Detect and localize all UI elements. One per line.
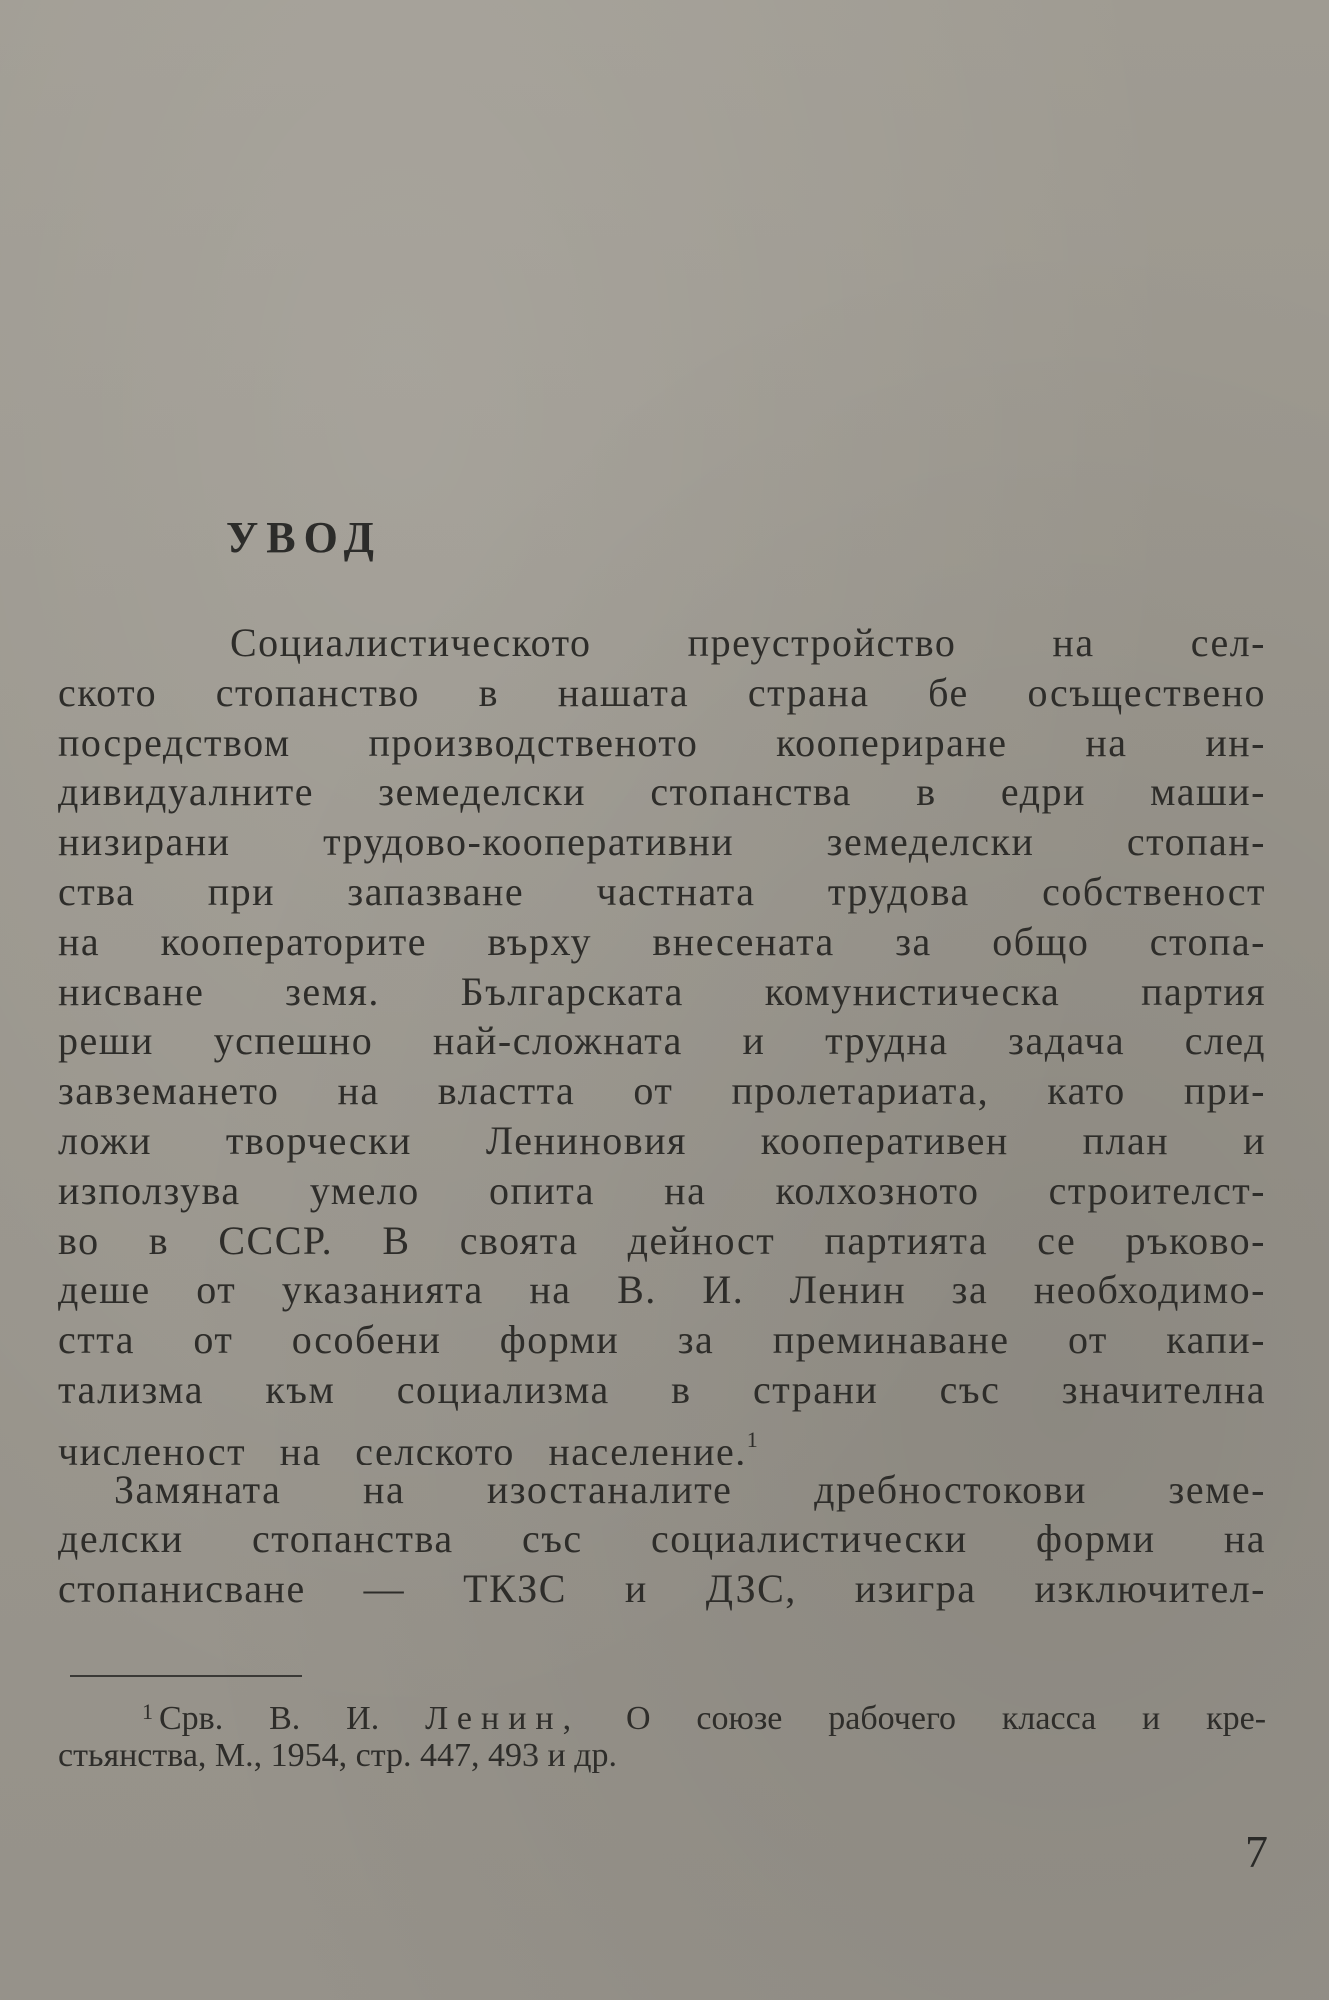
footnote-prefix: Срв. bbox=[159, 1700, 224, 1737]
footnote-author: Ленин, bbox=[425, 1700, 581, 1737]
text-line: ства при запазване частната трудова собственост bbox=[58, 868, 1266, 914]
text-line: нисване земя. Българската комунистическа партия bbox=[58, 968, 1266, 1014]
text-line: посредством производственото коопериране на ин- bbox=[58, 719, 1266, 765]
footnote-title: О союзе рабочего класса и кре- bbox=[625, 1700, 1267, 1737]
text-line: дивидуалните земеделски стопанства в едри маши- bbox=[58, 769, 1266, 815]
page-number: 7 bbox=[1245, 1826, 1268, 1877]
footnote bbox=[58, 1690, 1266, 1778]
text-line: ложи творчески Лениновия кооперативен план и bbox=[58, 1117, 1266, 1163]
text-line: стта от особени форми за преминаване от капи- bbox=[58, 1317, 1266, 1363]
text-line: стопанисване — ТКЗС и ДЗС, изигра изключител- bbox=[58, 1566, 1266, 1612]
text-line: ското стопанство в нашата страна бе осъществено bbox=[58, 669, 1266, 715]
text-line: на кооператорите върху внесената за общо стопа- bbox=[58, 918, 1266, 964]
text-line-content: численост на селското население. bbox=[58, 1428, 747, 1465]
text-line: низирани трудово-кооперативни земеделски стопан- bbox=[58, 819, 1266, 865]
footnote-divider bbox=[70, 1675, 302, 1677]
text-line: Социалистическото преустройство на сел- bbox=[230, 620, 1266, 665]
footnote-line: стьянства, М., 1954, стр. 447, 493 и др. bbox=[58, 1737, 618, 1774]
footnote-line bbox=[58, 1690, 1267, 1737]
text-line: тализма към социализма в страни със значителна bbox=[58, 1366, 1266, 1412]
text-line: Замяната на изостаналите дребностокови земе- bbox=[114, 1466, 1266, 1512]
text-line-paragraph-end bbox=[58, 1415, 1266, 1465]
footnote-reference[interactable]: 1 bbox=[746, 1426, 760, 1452]
text-line: завземането на властта от пролетариата, като при- bbox=[58, 1068, 1266, 1114]
text-line: реши успешно най-сложната и трудна задача след bbox=[58, 1018, 1266, 1064]
text-line: делски стопанства със социалистически форми на bbox=[58, 1516, 1266, 1562]
text-line: използува умело опита на колхозното строителст- bbox=[58, 1167, 1266, 1213]
text-line: деше от указанията на В. И. Ленин за необходимо- bbox=[58, 1267, 1266, 1313]
chapter-heading: УВОД bbox=[226, 513, 382, 562]
footnote-marker: 1 bbox=[142, 1699, 153, 1724]
body-text bbox=[58, 618, 1266, 1614]
footnote-initials: В. И. bbox=[269, 1700, 380, 1737]
text-line: во в СССР. В своята дейност партията се ръково- bbox=[58, 1217, 1266, 1263]
